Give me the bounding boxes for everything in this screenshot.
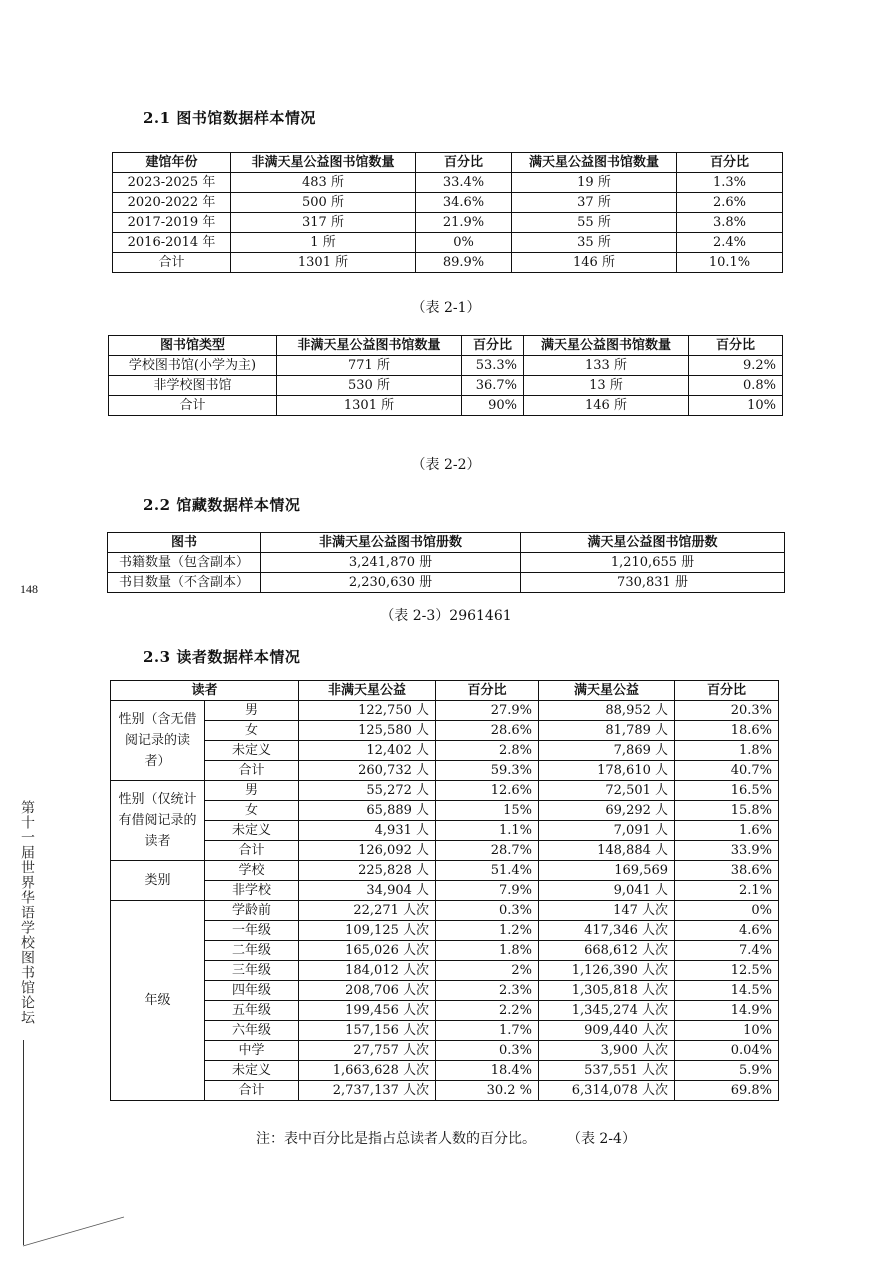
group-label: 类别: [111, 861, 205, 901]
table-cell: 35 所: [512, 233, 677, 253]
table-cell: 125,580 人: [299, 721, 436, 741]
table-cell: 1,210,655 册: [521, 553, 785, 573]
table-cell: 1 所: [231, 233, 416, 253]
table-row: [111, 861, 779, 881]
table-cell: 7,091 人: [539, 821, 675, 841]
table-cell: 2017-2019 年: [113, 213, 231, 233]
table-cell: 未定义: [205, 1061, 299, 1081]
column-header: 读者: [111, 681, 299, 701]
column-header: 百分比: [436, 681, 539, 701]
table-cell: 12.5%: [675, 961, 779, 981]
table-cell: 0.8%: [689, 376, 783, 396]
table-header-row: [113, 153, 783, 173]
table-cell: 199,456 人次: [299, 1001, 436, 1021]
caption-table-2-4: （表 2-4）: [566, 1131, 636, 1147]
table-cell: 合计: [205, 761, 299, 781]
table-cell: 12,402 人: [299, 741, 436, 761]
table-cell: 169,569: [539, 861, 675, 881]
table-cell: 40.7%: [675, 761, 779, 781]
column-header: 百分比: [689, 336, 783, 356]
table-cell: 2023-2025 年: [113, 173, 231, 193]
table-2-1: [112, 152, 783, 273]
table-cell: 81,789 人: [539, 721, 675, 741]
column-header: 非满天星公益: [299, 681, 436, 701]
table-row: [113, 253, 783, 273]
column-header: 百分比: [675, 681, 779, 701]
table-cell: 22,271 人次: [299, 901, 436, 921]
caption-table-2-1: （表 2-1）: [411, 300, 481, 316]
table-cell: 18.6%: [675, 721, 779, 741]
table-cell: 中学: [205, 1041, 299, 1061]
table-cell: 2,230,630 册: [261, 573, 521, 593]
table-cell: 59.3%: [436, 761, 539, 781]
column-header: 图书馆类型: [109, 336, 277, 356]
table-cell: 69,292 人: [539, 801, 675, 821]
table-cell: 90%: [462, 396, 524, 416]
table-cell: 909,440 人次: [539, 1021, 675, 1041]
side-title: 第十一届世界华语学校图书馆论坛: [19, 800, 35, 1025]
table-cell: 7,869 人: [539, 741, 675, 761]
table-cell: 0.3%: [436, 901, 539, 921]
table-cell: 126,092 人: [299, 841, 436, 861]
table-cell: 学龄前: [205, 901, 299, 921]
table-cell: 1.8%: [675, 741, 779, 761]
table-cell: 28.7%: [436, 841, 539, 861]
column-header: 满天星公益图书馆数量: [512, 153, 677, 173]
table-cell: 33.4%: [416, 173, 512, 193]
table-2-4: [110, 680, 779, 1101]
table-cell: 51.4%: [436, 861, 539, 881]
table-cell: 133 所: [524, 356, 689, 376]
table-cell: 0%: [416, 233, 512, 253]
table-cell: 28.6%: [436, 721, 539, 741]
table-note: 注：表中百分比是指占总读者人数的百分比。: [256, 1131, 537, 1147]
table-cell: 6,314,078 人次: [539, 1081, 675, 1101]
table-cell: 1301 所: [277, 396, 462, 416]
table-cell: 四年级: [205, 981, 299, 1001]
column-header: 百分比: [462, 336, 524, 356]
table-row: [111, 961, 779, 981]
table-row: [108, 553, 785, 573]
table-cell: 148,884 人: [539, 841, 675, 861]
table-cell: 1.6%: [675, 821, 779, 841]
table-row: [109, 396, 783, 416]
table-cell: 33.9%: [675, 841, 779, 861]
table-cell: 0.04%: [675, 1041, 779, 1061]
table-cell: 五年级: [205, 1001, 299, 1021]
table-cell: 2%: [436, 961, 539, 981]
table-cell: 未定义: [205, 821, 299, 841]
table-cell: 15.8%: [675, 801, 779, 821]
table-2-2: [108, 335, 783, 416]
table-cell: 10%: [675, 1021, 779, 1041]
table-cell: 学校图书馆(小学为主): [109, 356, 277, 376]
table-cell: 三年级: [205, 961, 299, 981]
column-header: 百分比: [677, 153, 783, 173]
table-cell: 4.6%: [675, 921, 779, 941]
column-header: 建馆年份: [113, 153, 231, 173]
group-label: 性别（含无借阅记录的读者）: [111, 701, 205, 781]
column-header: 非满天星公益图书馆数量: [231, 153, 416, 173]
table-cell: 37 所: [512, 193, 677, 213]
corner-rule: [22, 1215, 132, 1250]
table-cell: 3,241,870 册: [261, 553, 521, 573]
table-cell: 30.2 %: [436, 1081, 539, 1101]
table-row: [111, 941, 779, 961]
table-cell: 36.7%: [462, 376, 524, 396]
table-cell: 208,706 人次: [299, 981, 436, 1001]
table-cell: 1.1%: [436, 821, 539, 841]
table-row: [113, 193, 783, 213]
section-heading-2-1: 2.1 图书馆数据样本情况: [143, 109, 316, 127]
table-cell: 27.9%: [436, 701, 539, 721]
table-cell: 9.2%: [689, 356, 783, 376]
table-row: [111, 841, 779, 861]
table-cell: 89.9%: [416, 253, 512, 273]
table-row: [113, 233, 783, 253]
table-cell: 19 所: [512, 173, 677, 193]
table-cell: 10.1%: [677, 253, 783, 273]
table-row: [111, 801, 779, 821]
table-cell: 一年级: [205, 921, 299, 941]
table-cell: 225,828 人: [299, 861, 436, 881]
table-cell: 0.3%: [436, 1041, 539, 1061]
table-cell: 未定义: [205, 741, 299, 761]
table-cell: 9,041 人: [539, 881, 675, 901]
table-cell: 1.7%: [436, 1021, 539, 1041]
table-cell: 38.6%: [675, 861, 779, 881]
table-cell: 7.9%: [436, 881, 539, 901]
table-cell: 1.8%: [436, 941, 539, 961]
page-number: 148: [20, 582, 38, 596]
table-row: [109, 356, 783, 376]
table-row: [108, 573, 785, 593]
table-cell: 72,501 人: [539, 781, 675, 801]
table-row: [111, 981, 779, 1001]
table-cell: 2.8%: [436, 741, 539, 761]
table-cell: 二年级: [205, 941, 299, 961]
table-cell: 53.3%: [462, 356, 524, 376]
table-cell: 3,900 人次: [539, 1041, 675, 1061]
table-cell: 4,931 人: [299, 821, 436, 841]
table-cell: 34.6%: [416, 193, 512, 213]
table-cell: 184,012 人次: [299, 961, 436, 981]
table-cell: 21.9%: [416, 213, 512, 233]
table-cell: 书籍数量（包含副本）: [108, 553, 261, 573]
table-row: [111, 761, 779, 781]
table-cell: 14.5%: [675, 981, 779, 1001]
table-cell: 88,952 人: [539, 701, 675, 721]
section-heading-2-2: 2.2 馆藏数据样本情况: [143, 496, 301, 514]
table-cell: 147 人次: [539, 901, 675, 921]
column-header: 满天星公益图书馆数量: [524, 336, 689, 356]
table-cell: 18.4%: [436, 1061, 539, 1081]
table-cell: 14.9%: [675, 1001, 779, 1021]
table-cell: 2.2%: [436, 1001, 539, 1021]
table-cell: 女: [205, 801, 299, 821]
table-cell: 2.4%: [677, 233, 783, 253]
table-cell: 730,831 册: [521, 573, 785, 593]
column-header: 百分比: [416, 153, 512, 173]
table-row: [111, 1081, 779, 1101]
table-row: [111, 901, 779, 921]
table-cell: 合计: [205, 841, 299, 861]
column-header: 非满天星公益图书馆数量: [277, 336, 462, 356]
table-row: [111, 1001, 779, 1021]
caption-table-2-2: （表 2-2）: [411, 457, 481, 473]
table-row: [111, 1041, 779, 1061]
table-cell: 34,904 人: [299, 881, 436, 901]
table-cell: 27,757 人次: [299, 1041, 436, 1061]
table-row: [111, 881, 779, 901]
table-cell: 1,345,274 人次: [539, 1001, 675, 1021]
table-cell: 69.8%: [675, 1081, 779, 1101]
table-cell: 1301 所: [231, 253, 416, 273]
table-cell: 483 所: [231, 173, 416, 193]
table-cell: 417,346 人次: [539, 921, 675, 941]
table-cell: 3.8%: [677, 213, 783, 233]
table-cell: 16.5%: [675, 781, 779, 801]
table-cell: 20.3%: [675, 701, 779, 721]
table-cell: 0%: [675, 901, 779, 921]
table-cell: 男: [205, 701, 299, 721]
table-cell: 165,026 人次: [299, 941, 436, 961]
table-cell: 2,737,137 人次: [299, 1081, 436, 1101]
column-header: 非满天星公益图书馆册数: [261, 533, 521, 553]
table-row: [111, 921, 779, 941]
table-cell: 合计: [113, 253, 231, 273]
table-cell: 65,889 人: [299, 801, 436, 821]
table-cell: 2.3%: [436, 981, 539, 1001]
table-cell: 537,551 人次: [539, 1061, 675, 1081]
table-row: [113, 213, 783, 233]
table-cell: 5.9%: [675, 1061, 779, 1081]
table-cell: 非学校: [205, 881, 299, 901]
table-cell: 1,663,628 人次: [299, 1061, 436, 1081]
table-row: [111, 1021, 779, 1041]
note-line: [0, 1128, 892, 1148]
column-header: 图书: [108, 533, 261, 553]
table-row: [111, 781, 779, 801]
table-cell: 15%: [436, 801, 539, 821]
table-row: [109, 376, 783, 396]
table-cell: 122,750 人: [299, 701, 436, 721]
table-cell: 55,272 人: [299, 781, 436, 801]
table-cell: 2.6%: [677, 193, 783, 213]
table-cell: 学校: [205, 861, 299, 881]
table-cell: 合计: [109, 396, 277, 416]
table-cell: 157,156 人次: [299, 1021, 436, 1041]
table-cell: 2.1%: [675, 881, 779, 901]
table-cell: 六年级: [205, 1021, 299, 1041]
table-cell: 260,732 人: [299, 761, 436, 781]
table-cell: 女: [205, 721, 299, 741]
table-cell: 109,125 人次: [299, 921, 436, 941]
table-cell: 12.6%: [436, 781, 539, 801]
table-cell: 146 所: [512, 253, 677, 273]
table-cell: 178,610 人: [539, 761, 675, 781]
group-label: 年级: [111, 901, 205, 1101]
table-cell: 1,305,818 人次: [539, 981, 675, 1001]
table-row: [111, 741, 779, 761]
section-heading-2-3: 2.3 读者数据样本情况: [143, 648, 301, 666]
table-cell: 668,612 人次: [539, 941, 675, 961]
table-row: [113, 173, 783, 193]
table-cell: 书目数量（不含副本）: [108, 573, 261, 593]
table-header-row: [108, 533, 785, 553]
table-cell: 13 所: [524, 376, 689, 396]
table-cell: 771 所: [277, 356, 462, 376]
column-header: 满天星公益图书馆册数: [521, 533, 785, 553]
table-row: [111, 701, 779, 721]
table-cell: 1,126,390 人次: [539, 961, 675, 981]
group-label: 性别（仅统计有借阅记录的读者: [111, 781, 205, 861]
table-cell: 146 所: [524, 396, 689, 416]
table-cell: 男: [205, 781, 299, 801]
table-cell: 2020-2022 年: [113, 193, 231, 213]
table-cell: 非学校图书馆: [109, 376, 277, 396]
table-cell: 1.2%: [436, 921, 539, 941]
column-header: 满天星公益: [539, 681, 675, 701]
table-cell: 合计: [205, 1081, 299, 1101]
table-cell: 2016-2014 年: [113, 233, 231, 253]
table-cell: 10%: [689, 396, 783, 416]
table-row: [111, 821, 779, 841]
table-cell: 7.4%: [675, 941, 779, 961]
table-cell: 1.3%: [677, 173, 783, 193]
table-header-row: [111, 681, 779, 701]
caption-table-2-3: （表 2-3）2961461: [380, 608, 512, 624]
table-cell: 500 所: [231, 193, 416, 213]
table-cell: 530 所: [277, 376, 462, 396]
table-2-3: [107, 532, 785, 593]
table-row: [111, 1061, 779, 1081]
table-row: [111, 721, 779, 741]
table-cell: 317 所: [231, 213, 416, 233]
table-header-row: [109, 336, 783, 356]
table-cell: 55 所: [512, 213, 677, 233]
